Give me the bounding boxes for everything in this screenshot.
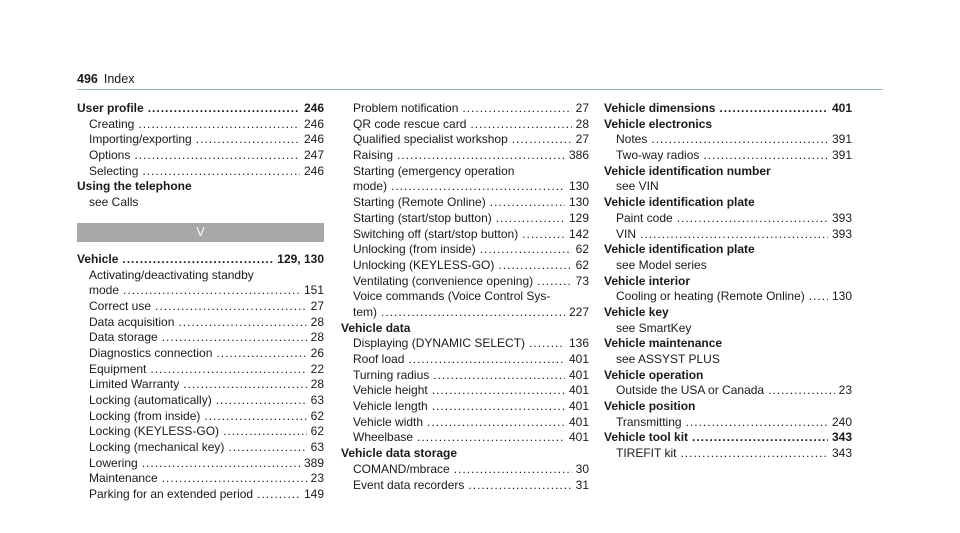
- dot-leader: [150, 362, 306, 378]
- entry-text: Cooling or heating (Remote Online): [616, 289, 805, 304]
- index-subentry: [341, 336, 589, 352]
- entry-text: Wheelbase: [353, 430, 414, 445]
- dot-leader: [142, 456, 300, 472]
- index-subentry: [341, 211, 589, 227]
- dot-leader: [703, 148, 828, 164]
- entry-text: Unlocking (KEYLESS-GO): [353, 257, 495, 272]
- index-subentry: [604, 352, 852, 368]
- index-subentry: [341, 478, 589, 494]
- dot-leader: [432, 383, 565, 399]
- index-subentry: [77, 487, 324, 503]
- page-ref: 391: [831, 148, 852, 163]
- index-heading: [604, 336, 852, 352]
- index-subentry: [77, 393, 324, 409]
- index-subentry: [604, 383, 852, 399]
- index-heading: [604, 430, 852, 446]
- dot-leader: [391, 179, 565, 195]
- dot-leader: [228, 440, 306, 456]
- page-ref: 26: [310, 345, 324, 360]
- dot-leader: [498, 258, 571, 274]
- entry-text: Event data recorders: [353, 477, 465, 492]
- entry-text: Outside the USA or Canada: [616, 383, 765, 398]
- index-heading: [604, 399, 852, 415]
- index-subentry: [77, 315, 324, 331]
- index-heading: [77, 179, 324, 195]
- entry-text: Vehicle tool kit: [604, 430, 689, 445]
- entry-text: Parking for an extended period: [89, 487, 254, 502]
- entry-text: Voice commands (Voice Control Sys-: [353, 289, 551, 304]
- index-subentry: [341, 462, 589, 478]
- index-subentry: [341, 368, 589, 384]
- index-subentry: [77, 268, 324, 284]
- page-ref: 246: [303, 132, 324, 147]
- dot-leader: [677, 211, 828, 227]
- page-ref: 28: [575, 116, 589, 131]
- dot-leader: [183, 377, 306, 393]
- index-column-3: [604, 101, 852, 462]
- index-subentry: [604, 321, 852, 337]
- entry-text: Qualified specialist workshop: [353, 132, 508, 147]
- page-ref: 130: [568, 179, 589, 194]
- dot-leader: [162, 330, 307, 346]
- dot-leader: [138, 117, 300, 133]
- dot-leader: [417, 430, 565, 446]
- page-ref: 28: [310, 314, 324, 329]
- dot-leader: [470, 117, 571, 133]
- page-ref: 149: [303, 487, 324, 502]
- entry-text: Vehicle: [77, 251, 119, 266]
- page-ref: 130: [568, 195, 589, 210]
- index-heading: [604, 164, 852, 180]
- entry-text: TIREFIT kit: [616, 446, 677, 461]
- entry-text: see VIN: [616, 179, 659, 194]
- index-subentry: [604, 446, 852, 462]
- index-subentry: [341, 195, 589, 211]
- dot-leader: [123, 283, 300, 299]
- page-ref: 62: [575, 242, 589, 257]
- index-heading: [604, 274, 852, 290]
- entry-text: Locking (from inside): [89, 408, 201, 423]
- page-ref: 129: [568, 210, 589, 225]
- index-column-1: [77, 101, 324, 503]
- page-number: 496: [77, 72, 98, 86]
- page-ref: 142: [568, 226, 589, 241]
- index-subentry: [341, 101, 589, 117]
- index-heading: [77, 252, 324, 268]
- entry-text: see SmartKey: [616, 320, 692, 335]
- entry-text: Vehicle identification number: [604, 163, 771, 178]
- index-subentry: [341, 305, 589, 321]
- entry-text: Turning radius: [353, 367, 430, 382]
- dot-leader: [529, 336, 565, 352]
- page-ref: 129, 130: [277, 251, 324, 266]
- page-ref: 27: [310, 298, 324, 313]
- dot-leader: [496, 211, 565, 227]
- entry-text: Diagnostics connection: [89, 345, 213, 360]
- entry-text: Activating/deactivating standby: [89, 267, 254, 282]
- entry-text: Vehicle data: [341, 320, 411, 335]
- entry-text: Paint code: [616, 210, 673, 225]
- entry-text: Roof load: [353, 352, 405, 366]
- dot-leader: [692, 430, 828, 446]
- index-subentry: [77, 377, 324, 393]
- entry-text: Limited Warranty: [89, 377, 180, 392]
- index-subentry: [604, 289, 852, 305]
- index-subentry: [77, 117, 324, 133]
- dot-leader: [719, 101, 828, 117]
- index-subentry: [77, 456, 324, 472]
- index-subentry: [341, 274, 589, 290]
- page-ref: 401: [568, 414, 589, 429]
- entry-text: Equipment: [89, 361, 147, 376]
- page-ref: 30: [575, 461, 589, 476]
- dot-leader: [454, 462, 572, 478]
- dot-leader: [381, 305, 565, 321]
- dot-leader: [216, 393, 307, 409]
- dot-leader: [204, 409, 306, 425]
- dot-leader: [122, 252, 273, 268]
- page-ref: 401: [568, 367, 589, 382]
- entry-text: Vehicle dimensions: [604, 101, 716, 115]
- header-rule: [77, 89, 883, 90]
- index-subentry: [77, 195, 324, 211]
- index-heading: [604, 242, 852, 258]
- entry-text: Raising: [353, 148, 394, 163]
- index-subentry: [77, 409, 324, 425]
- index-subentry: [77, 299, 324, 315]
- entry-text: Locking (automatically): [89, 393, 212, 407]
- entry-text: mode: [89, 283, 120, 298]
- dot-leader: [427, 415, 565, 431]
- entry-text: Displaying (DYNAMIC SELECT): [353, 336, 526, 351]
- index-subentry: [341, 242, 589, 258]
- dot-leader: [433, 368, 565, 384]
- index-heading: [604, 101, 852, 117]
- dot-leader: [216, 346, 306, 362]
- page-ref: 73: [575, 273, 589, 288]
- index-heading: [341, 321, 589, 337]
- entry-text: Data storage: [89, 330, 158, 345]
- entry-text: mode): [353, 179, 388, 194]
- index-subentry: [341, 415, 589, 431]
- dot-leader: [223, 424, 307, 440]
- index-heading: [604, 117, 852, 133]
- entry-text: Locking (KEYLESS-GO): [89, 424, 220, 439]
- page-ref: 401: [568, 399, 589, 414]
- dot-leader: [148, 101, 300, 117]
- index-subentry: [341, 383, 589, 399]
- page-title: Index: [103, 72, 135, 86]
- page-ref: 401: [568, 383, 589, 398]
- page-ref: 62: [310, 408, 324, 423]
- entry-text: Data acquisition: [89, 314, 175, 329]
- dot-leader: [640, 227, 828, 243]
- dot-leader: [196, 132, 300, 148]
- page-ref: 63: [310, 393, 324, 407]
- entry-text: Vehicle key: [604, 304, 669, 319]
- index-subentry: [604, 258, 852, 274]
- page-ref: 22: [310, 361, 324, 376]
- page-ref: 393: [831, 226, 852, 241]
- dot-leader: [155, 299, 307, 315]
- entry-text: Using the telephone: [77, 179, 192, 194]
- index-subentry: [77, 164, 324, 180]
- index-heading: [604, 368, 852, 384]
- index-subentry: [604, 415, 852, 431]
- entry-text: see Calls: [89, 195, 139, 210]
- page-ref: 391: [831, 132, 852, 147]
- entry-text: User profile: [77, 101, 144, 115]
- index-heading: [341, 446, 589, 462]
- entry-text: Notes: [616, 132, 648, 147]
- dot-leader: [768, 383, 835, 399]
- index-subentry: [341, 258, 589, 274]
- entry-text: Lowering: [89, 455, 138, 470]
- index-column-2: [341, 101, 589, 493]
- entry-text: Vehicle data storage: [341, 446, 458, 461]
- page-ref: 389: [303, 455, 324, 470]
- index-subentry: [341, 352, 589, 368]
- page-ref: 393: [831, 210, 852, 225]
- page-ref: 227: [568, 304, 589, 319]
- index-heading: [77, 101, 324, 117]
- index-subentry: [77, 440, 324, 456]
- dot-leader: [480, 242, 572, 258]
- dot-leader: [809, 289, 828, 305]
- index-subentry: [341, 148, 589, 164]
- entry-text: Unlocking (from inside): [353, 242, 476, 257]
- page-ref: 27: [575, 132, 589, 147]
- entry-text: Selecting: [89, 163, 139, 178]
- index-subentry: [604, 148, 852, 164]
- entry-text: Vehicle maintenance: [604, 336, 723, 351]
- index-subentry: [341, 132, 589, 148]
- index-subentry: [77, 362, 324, 378]
- dot-leader: [468, 478, 571, 494]
- index-subentry: [77, 132, 324, 148]
- entry-text: Correct use: [89, 298, 152, 313]
- page-ref: 28: [310, 377, 324, 392]
- page-ref: 63: [310, 440, 324, 455]
- index-subentry: [341, 399, 589, 415]
- page-ref: 62: [575, 257, 589, 272]
- dot-leader: [257, 487, 300, 503]
- entry-text: Vehicle position: [604, 399, 696, 414]
- page-ref: 401: [568, 430, 589, 445]
- dot-leader: [432, 399, 565, 415]
- index-subentry: [77, 424, 324, 440]
- entry-text: Maintenance: [89, 471, 158, 486]
- entry-text: Vehicle identification plate: [604, 195, 755, 210]
- page-ref: 246: [303, 101, 324, 115]
- page-ref: 23: [310, 471, 324, 486]
- dot-leader: [134, 148, 300, 164]
- index-subentry: [341, 164, 589, 180]
- index-subentry: [77, 148, 324, 164]
- dot-leader: [162, 471, 307, 487]
- entry-text: COMAND/mbrace: [353, 461, 450, 476]
- page-ref: 247: [303, 148, 324, 163]
- entry-text: Switching off (start/stop button): [353, 226, 519, 241]
- dot-leader: [522, 227, 565, 243]
- dot-leader: [408, 352, 565, 368]
- entry-text: Options: [89, 148, 131, 163]
- entry-text: see ASSYST PLUS: [616, 352, 720, 366]
- entry-text: Vehicle length: [353, 399, 428, 414]
- page-ref: 401: [568, 352, 589, 366]
- section-letter-bar: V: [77, 223, 324, 242]
- entry-text: Ventilating (convenience opening): [353, 273, 534, 288]
- page-ref: 386: [568, 148, 589, 163]
- entry-text: tem): [353, 304, 377, 319]
- entry-text: Creating: [89, 116, 135, 131]
- entry-text: Starting (start/stop button): [353, 210, 492, 225]
- page-ref: 136: [568, 336, 589, 351]
- entry-text: Two-way radios: [616, 148, 700, 163]
- entry-text: Vehicle height: [353, 383, 428, 398]
- dot-leader: [142, 164, 300, 180]
- index-subentry: [341, 179, 589, 195]
- index-subentry: [341, 289, 589, 305]
- page-ref: 27: [575, 101, 589, 115]
- index-subentry: [341, 117, 589, 133]
- dot-leader: [680, 446, 828, 462]
- index-heading: [604, 305, 852, 321]
- entry-text: Starting (emergency operation: [353, 163, 515, 178]
- page-ref: 246: [303, 163, 324, 178]
- page-header: [77, 72, 134, 86]
- index-subentry: [341, 227, 589, 243]
- entry-text: Importing/exporting: [89, 132, 192, 147]
- page-ref: 62: [310, 424, 324, 439]
- dot-leader: [397, 148, 565, 164]
- dot-leader: [537, 274, 572, 290]
- entry-text: Transmitting: [616, 414, 682, 429]
- index-subentry: [77, 471, 324, 487]
- dot-leader: [178, 315, 306, 331]
- index-subentry: [77, 283, 324, 299]
- page-ref: 246: [303, 116, 324, 131]
- dot-leader: [686, 415, 828, 431]
- dot-leader: [512, 132, 572, 148]
- page-ref: 23: [838, 383, 852, 398]
- index-subentry: [77, 330, 324, 346]
- page-ref: 240: [831, 414, 852, 429]
- page-ref: 401: [831, 101, 852, 115]
- page-ref: 28: [310, 330, 324, 345]
- index-subentry: [604, 227, 852, 243]
- entry-text: Starting (Remote Online): [353, 195, 486, 210]
- entry-text: QR code rescue card: [353, 116, 467, 131]
- page-ref: 151: [303, 283, 324, 298]
- entry-text: Vehicle electronics: [604, 116, 713, 131]
- dot-leader: [462, 101, 571, 117]
- index-heading: [604, 195, 852, 211]
- entry-text: Vehicle interior: [604, 273, 691, 288]
- index-subentry: [604, 132, 852, 148]
- dot-leader: [490, 195, 565, 211]
- entry-text: VIN: [616, 226, 637, 241]
- page-ref: 31: [575, 477, 589, 492]
- entry-text: Locking (mechanical key): [89, 440, 225, 455]
- entry-text: Vehicle identification plate: [604, 242, 755, 257]
- dot-leader: [651, 132, 828, 148]
- page-ref: 343: [831, 446, 852, 461]
- entry-text: Vehicle width: [353, 414, 424, 429]
- page-ref: 343: [831, 430, 852, 445]
- entry-text: Vehicle operation: [604, 367, 704, 382]
- entry-text: see Model series: [616, 257, 707, 272]
- index-subentry: [604, 179, 852, 195]
- index-subentry: [604, 211, 852, 227]
- index-subentry: [77, 346, 324, 362]
- index-subentry: [341, 430, 589, 446]
- page-ref: 130: [831, 289, 852, 304]
- entry-text: Problem notification: [353, 101, 459, 115]
